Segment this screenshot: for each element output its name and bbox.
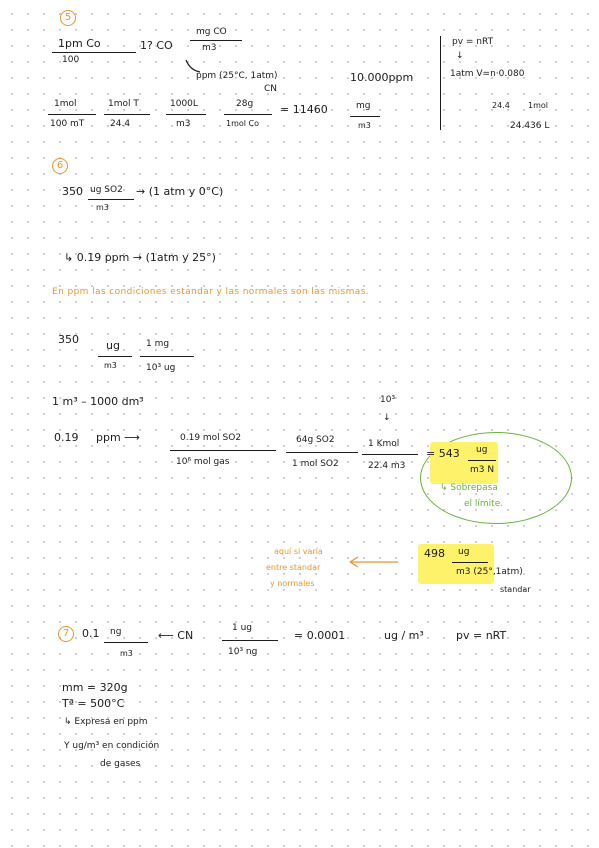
result-unit-den: m3 bbox=[358, 121, 371, 130]
s6-value-350: 350 bbox=[62, 185, 83, 198]
calc-24-4: 24.4 bbox=[492, 101, 510, 110]
s7-unit-den: m3 bbox=[120, 649, 133, 658]
ppm-value: 0.19 bbox=[54, 431, 79, 444]
ten-cubed: 10³ bbox=[380, 395, 396, 405]
conv-den1: m3 bbox=[104, 361, 117, 370]
s7-condition: Y ug/m³ en condición bbox=[64, 741, 160, 751]
s6-unit-den: m3 bbox=[96, 203, 109, 212]
s6-result-den: m3 N bbox=[470, 465, 495, 475]
orange-note: En ppm las condiciones estandar y las normales son las mismas. bbox=[52, 287, 370, 297]
s6-conditions: → (1 atm y 0°C) bbox=[136, 185, 224, 198]
ideal-gas-formula: pv = nRT bbox=[452, 37, 494, 47]
m3-equivalence: 1 m³ – 1000 dm³ bbox=[52, 395, 144, 408]
conv3-den: m3 bbox=[176, 119, 191, 129]
green-note-1: ↳ Sobrepasa bbox=[440, 483, 498, 493]
s6-standar-label: standar bbox=[500, 585, 531, 594]
orange-note-2a: aquí si varía bbox=[274, 547, 323, 556]
s6-result: = 543 bbox=[426, 447, 460, 460]
conv-den2: 10³ ug bbox=[146, 363, 176, 373]
down-arrow: ↓ bbox=[456, 51, 464, 61]
down-arrow: ↓ bbox=[383, 413, 391, 423]
s7-equals-unit: ug / m³ bbox=[384, 629, 424, 642]
green-note-2: el límite. bbox=[464, 499, 504, 509]
result-unit-num: mg bbox=[356, 101, 371, 111]
s6-result-num: ug bbox=[476, 445, 488, 455]
conversion-result: = 11460 bbox=[280, 103, 328, 116]
calc-volume: 24.436 L bbox=[510, 121, 550, 131]
s7-f-num: 1 ug bbox=[232, 623, 253, 633]
conv-num2: 1 mg bbox=[146, 339, 170, 349]
conv-350: 350 bbox=[58, 333, 79, 346]
ppm-arrow: ppm ⟶ bbox=[96, 431, 140, 444]
orange-note-2c: y normales bbox=[270, 579, 315, 588]
s6-result-2-den: m3 (25°,1atm) bbox=[456, 567, 523, 577]
conv2-den: 24.4 bbox=[110, 119, 131, 129]
atm-equation: 1atm V=n·0.080 bbox=[450, 69, 525, 79]
s7-mm: mm = 320g bbox=[62, 681, 128, 694]
orange-note-2b: entre standar bbox=[266, 563, 321, 572]
f2-den: 1 mol SO2 bbox=[292, 459, 339, 469]
unit-denominator: m3 bbox=[202, 43, 217, 53]
s6-result-2: 498 bbox=[424, 547, 445, 560]
s7-f-den: 10³ ng bbox=[228, 647, 258, 657]
f1-num: 0.19 mol SO2 bbox=[180, 433, 242, 443]
cn-label: CN bbox=[264, 84, 278, 94]
s7-arrow-cn: ⟵ CN bbox=[158, 629, 194, 642]
section-5-number: 5 bbox=[60, 10, 76, 26]
f1-den: 10⁶ mol gas bbox=[176, 457, 230, 467]
conv4-den: 1mol Co bbox=[226, 119, 260, 128]
frac1-denominator: 100 bbox=[62, 55, 80, 65]
s6-unit-num: ug SO2 bbox=[90, 185, 123, 195]
conv3-num: 1000L bbox=[170, 99, 198, 109]
conv1-num: 1mol bbox=[54, 99, 77, 109]
s7-express: ↳ Expresa en ppm bbox=[64, 717, 148, 727]
question-co: 1? CO bbox=[140, 39, 173, 52]
co-hook-stroke bbox=[186, 60, 200, 72]
conv2-num: 1mol T bbox=[108, 99, 139, 109]
ppm-conditions: ppm (25°C, 1atm) bbox=[196, 71, 278, 81]
f3-num: 1 Kmol bbox=[368, 439, 400, 449]
conv-num1: ug bbox=[106, 339, 120, 352]
s7-value: 0.1 bbox=[82, 627, 100, 640]
s7-unit-num: ng bbox=[110, 627, 122, 637]
s7-pv: pv = nRT bbox=[456, 629, 507, 642]
frac1-numerator: 1pm Co bbox=[58, 37, 101, 50]
orange-left-arrow bbox=[350, 557, 398, 567]
calc-1mol: 1mol bbox=[528, 101, 548, 110]
s7-temp: Tª = 500°C bbox=[62, 697, 125, 710]
f2-num: 64g SO2 bbox=[296, 435, 335, 445]
unit-numerator: mg CO bbox=[196, 27, 227, 37]
section-7-number: 7 bbox=[58, 626, 74, 642]
s7-equals: = 0.0001 bbox=[294, 629, 346, 642]
s6-ppm-line: ↳ 0.19 ppm → (1atm y 25°) bbox=[64, 251, 216, 264]
conv1-den: 100 mT bbox=[50, 119, 85, 129]
result-ppm: 10.000ppm bbox=[350, 71, 414, 84]
conv4-num: 28g bbox=[236, 99, 254, 109]
f3-den: 22.4 m3 bbox=[368, 461, 406, 471]
s7-gases: de gases bbox=[100, 759, 141, 769]
section-6-number: 6 bbox=[52, 158, 68, 174]
s6-result-2-num: ug bbox=[458, 547, 470, 557]
